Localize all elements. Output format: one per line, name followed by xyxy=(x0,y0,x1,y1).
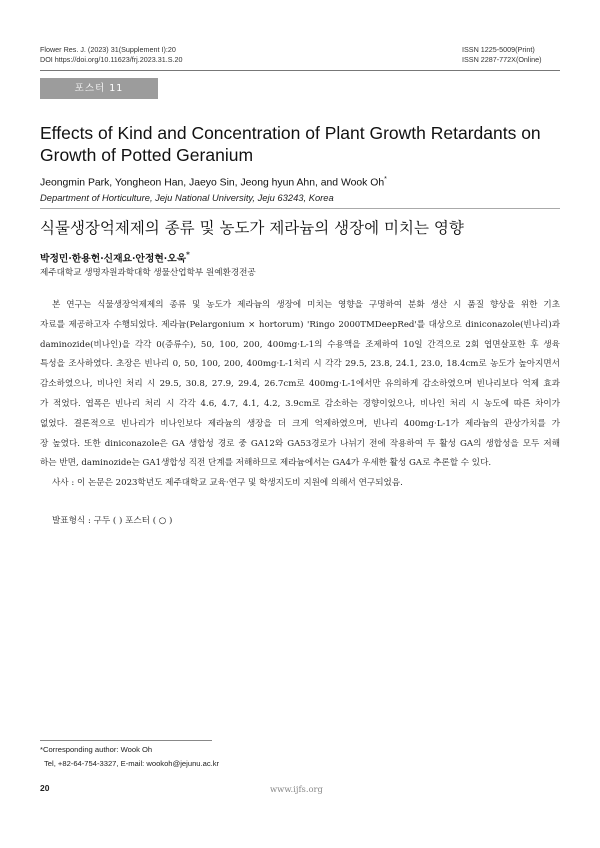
acknowledgement: 사사 : 이 논문은 2023학년도 제주대학교 교육·연구 및 학생지도비 지원에 의해서 연구되었음. xyxy=(52,478,403,488)
doi-line: DOI https://doi.org/10.11623/frj.2023.31.S.20 xyxy=(40,55,183,64)
journal-header-right xyxy=(462,45,542,65)
journal-website: www.ijfs.org xyxy=(270,784,323,794)
abstract-line: 본 연구는 식물생장억제제의 종류 및 농도가 제라늄의 생장에 미치는 영향을 구명하여 분화 생산 시 품질 향상을 위한 기초 xyxy=(52,300,560,310)
page-number: 20 xyxy=(40,783,50,793)
poster-badge: 포스터 11 xyxy=(40,78,158,99)
footnote-rule xyxy=(40,740,212,741)
paper-title-en: Effects of Kind and Concentration of Plant Growth Retardants on Growth of Potted Geranium xyxy=(40,123,541,165)
abstract-line: 감소하였으나, 비나인 처리 시 29.5, 30.8, 27.9, 29.4, 26.7cm로 400mg·L-1에서만 유의하게 감소하였으며 빈나리보다 억제 효과 xyxy=(40,379,560,390)
affiliation-ko: 제주대학교 생명자원과학대학 생물산업학부 원예환경전공 xyxy=(40,268,256,278)
header-rule xyxy=(40,70,560,71)
presentation-type: 발표형식 : 구두 ( ) 포스터 ( ○ ) xyxy=(52,516,173,526)
journal-header-left xyxy=(40,45,183,65)
abstract-body xyxy=(40,296,560,474)
authors-en xyxy=(40,176,387,188)
abstract-line: 장 높였다. 또한 diniconazole은 GA 생합성 경로 중 GA12와 GA53경로가 나뉘기 전에 작용하여 두 활성 GA의 생합성을 모두 저해 xyxy=(40,438,560,449)
authors-en-names: Jeongmin Park, Yongheon Han, Jaeyo Sin, Jeong hyun Ahn, and Wook Oh xyxy=(40,177,385,189)
journal-citation: Flower Res. J. (2023) 31(Supplement I):20 xyxy=(40,45,176,54)
corresponding-mark-ko: * xyxy=(186,250,190,259)
affiliation-en: Department of Horticulture, Jeju National University, Jeju 63243, Korea xyxy=(40,192,334,203)
paper-title-ko: 식물생장억제제의 종류 및 농도가 제라늄의 생장에 미치는 영향 xyxy=(40,219,464,237)
authors-ko xyxy=(40,250,190,264)
authors-ko-names: 박정민·한용헌·신재요·안정현·오욱 xyxy=(40,253,187,265)
abstract-line: daminozide(비나인)을 각각 0(증류수), 50, 100, 200, 400mg·L-1의 수용액을 조제하여 10일 간격으로 2회 엽면살포한 후 생육 xyxy=(40,339,560,350)
corresponding-mark: * xyxy=(384,176,387,183)
abstract-line: 하는 반면, daminozide는 GA1생합성 직전 단계를 저해하므로 제라늄에서는 GA4가 우세한 활성 GA로 추론할 수 있다. xyxy=(40,458,492,469)
abstract-line: 자료를 제공하고자 수행되었다. 제라늄(Pelargonium × hortorum) 'Ringo 2000TMDeepRed'를 대상으로 diniconazole(빈나리)과 xyxy=(40,319,560,330)
title-rule xyxy=(40,208,560,209)
issn-online: ISSN 2287-772X(Online) xyxy=(462,55,542,64)
issn-print: ISSN 1225-5009(Print) xyxy=(462,45,535,54)
abstract-line: 특성을 조사하였다. 초장은 빈나리 0, 50, 100, 200, 400mg·L-1처리 시 각각 29.5, 23.8, 24.1, 23.0, 18.4cm로 농도가 높아지면서 xyxy=(40,359,560,370)
footnote-contact: Tel, +82-64-754-3327, E-mail: wookoh@jejunu.ac.kr xyxy=(44,759,220,768)
footnote-corresponding: *Corresponding author: Wook Oh xyxy=(40,745,153,754)
abstract-line: 가 적었다. 엽폭은 빈나리 처리 시 각각 4.6, 4.7, 4.1, 4.2, 3.9cm로 감소하는 경향이었으나, 비나인 처리 시 농도에 따른 차이가 xyxy=(40,398,560,409)
abstract-line: 없었다. 결론적으로 빈나리가 비나인보다 제라늄의 생장을 더 크게 억제하였으며, 빈나리 400mg·L-1가 제라늄의 관상가치를 가 xyxy=(40,418,560,429)
